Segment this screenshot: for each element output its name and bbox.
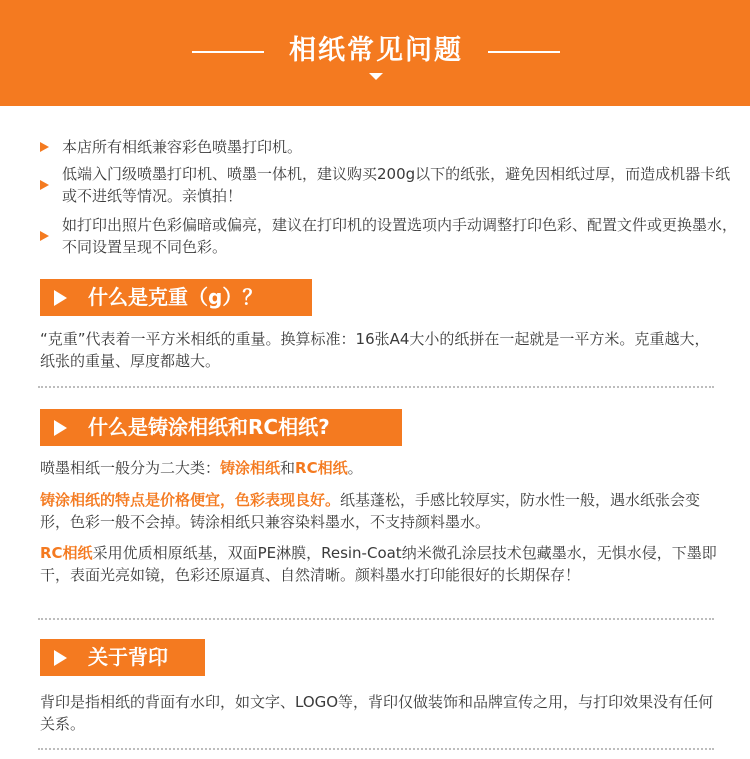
- intro-text-2: 低端入门级喷墨打印机、喷墨一体机，建议购买200g以下的纸张，避免因相纸过厚，而造成机器卡纸或不进纸等情况。亲慎拍！: [62, 165, 731, 205]
- header-banner: [0, 0, 750, 106]
- rc-paper-term: RC相纸: [295, 459, 348, 477]
- section-heading-backprint: [40, 639, 205, 676]
- section-divider: [38, 386, 714, 388]
- play-triangle-icon: [54, 650, 67, 666]
- section-title-backprint: 关于背印: [88, 645, 168, 669]
- section-divider: [38, 748, 714, 750]
- banner-rule-right: [488, 51, 560, 53]
- intro-text-3: 如打印出照片色彩偏暗或偏亮，建议在打印机的设置选项内手动调整打印色彩、配置文件或更换墨水，不同设置呈现不同色彩。: [62, 216, 738, 256]
- rc-paper-rest: 采用优质相原纸基，双面PE淋膜，Resin-Coat纳米微孔涂层技术包藏墨水，无惧水侵，下墨即干，表面光亮如镜，色彩还原逼真、自然清晰。颜料墨水打印能很好的长期保存！: [40, 544, 717, 584]
- banner-rule-left: [192, 51, 264, 53]
- rc-paper-highlight: RC相纸: [40, 544, 93, 562]
- bullet-arrow-icon: [40, 180, 49, 190]
- play-triangle-icon: [54, 420, 67, 436]
- rc-paper-desc: [40, 542, 720, 586]
- section-heading-weight: [40, 279, 312, 316]
- cast-rc-intro: [40, 457, 720, 479]
- weight-body: “克重”代表着一平方米相纸的重量。换算标准：16张A4大小的纸拼在一起就是一平方米。克重越大，纸张的重量、厚度都越大。: [40, 330, 710, 370]
- bullet-arrow-icon: [40, 231, 49, 241]
- cast-rc-intro-prefix: 喷墨相纸一般分为二大类：: [40, 459, 221, 477]
- section-heading-cast-rc: [40, 409, 402, 446]
- intro-text-1: 本店所有相纸兼容彩色喷墨打印机。: [62, 138, 303, 156]
- cast-rc-intro-mid: 和: [280, 459, 296, 477]
- banner-notch-icon: [369, 73, 383, 80]
- cast-paper-highlight: 铸涂相纸的特点是价格便宜，色彩表现良好。: [40, 491, 341, 509]
- cast-paper-rest: 纸基蓬松，手感比较厚实，防水性一般，遇水纸张会变形，色彩一般不会掉。铸涂相纸只兼容染料墨水，不支持颜料墨水。: [40, 491, 701, 531]
- section-title-cast-rc: 什么是铸涂相纸和RC相纸?: [88, 415, 330, 439]
- section-divider: [38, 618, 714, 620]
- section-title-weight: 什么是克重（g）？: [88, 285, 263, 309]
- cast-paper-term: 铸涂相纸: [220, 459, 281, 477]
- cast-paper-desc: [40, 489, 720, 533]
- cast-rc-intro-suffix: 。: [347, 459, 363, 477]
- play-triangle-icon: [54, 290, 67, 306]
- backprint-body: 背印是指相纸的背面有水印，如文字、LOGO等，背印仅做装饰和品牌宣传之用，与打印效果没有任何关系。: [40, 693, 714, 733]
- bullet-arrow-icon: [40, 142, 49, 152]
- page-title: 相纸常见问题: [289, 35, 463, 66]
